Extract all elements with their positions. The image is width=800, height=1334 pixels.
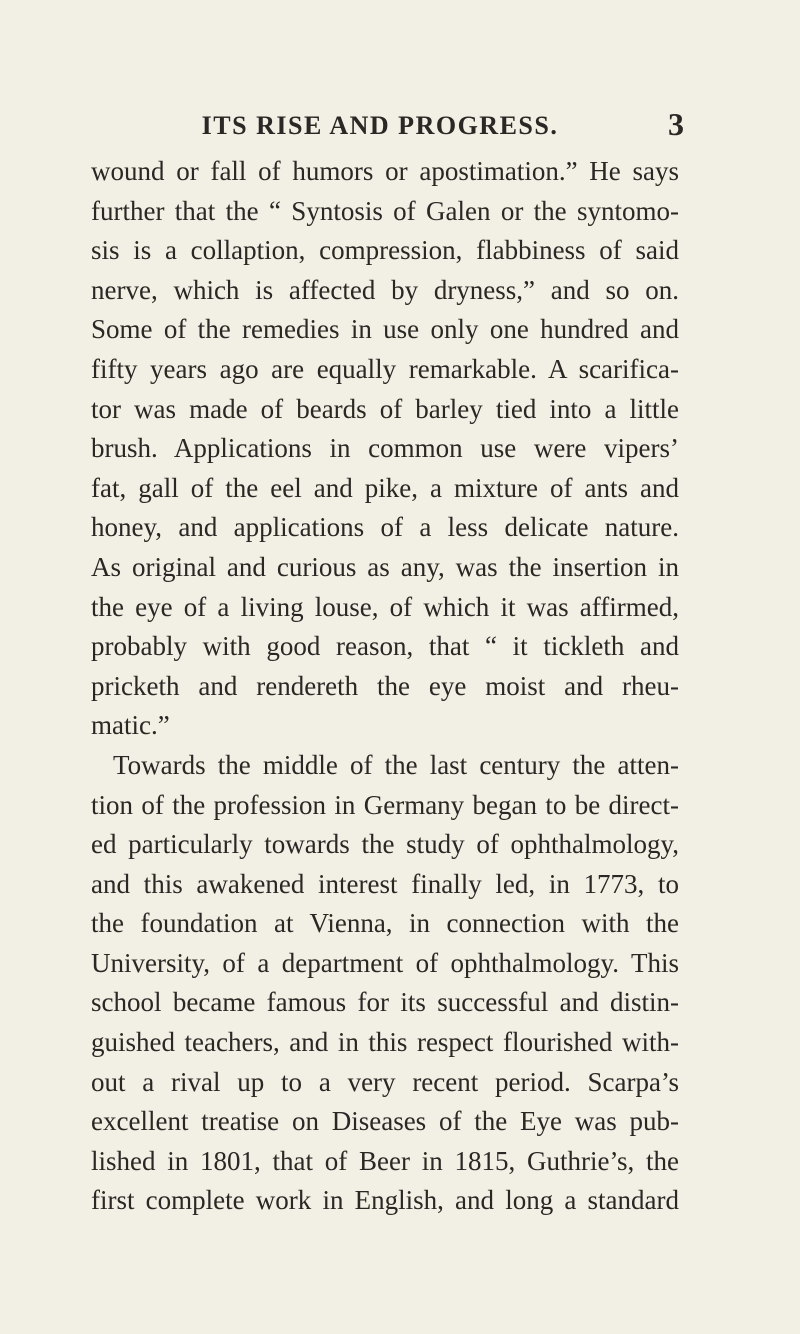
- text-line: and this awakened interest finally led, in 1773, to: [91, 868, 679, 899]
- paragraph-1: [91, 152, 679, 746]
- text-line: out a rival up to a very recent period. Scarpa’s: [91, 1066, 679, 1097]
- text-line: further that the “ Syntosis of Galen or the syntomo-: [91, 195, 679, 226]
- text-line: As original and curious as any, was the insertion in: [91, 551, 679, 582]
- text-line: pricketh and rendereth the eye moist and rheu-: [91, 670, 679, 701]
- text-line: lished in 1801, that of Beer in 1815, Guthrie’s, the: [91, 1145, 679, 1176]
- text-line: ed particularly towards the study of ophthalmology,: [91, 829, 679, 860]
- paragraph-2: [91, 746, 679, 1221]
- text-line: tor was made of beards of barley tied into a little: [91, 393, 679, 424]
- running-head: [80, 106, 684, 144]
- text-line: wound or fall of humors or apostimation.” He says: [91, 156, 679, 186]
- text-line: matic.”: [91, 710, 170, 741]
- text-line: the eye of a living louse, of which it was affirmed,: [91, 591, 679, 622]
- page-number: 3: [668, 106, 684, 142]
- text-line: probably with good reason, that “ it tickleth and: [91, 631, 679, 662]
- text-line: nerve, which is affected by dryness,” and so on.: [91, 274, 679, 305]
- text-line: Some of the remedies in use only one hundred and: [91, 314, 679, 345]
- text-line: tion of the profession in Germany began to be direct-: [91, 789, 679, 820]
- text-line: school became famous for its successful and distin-: [91, 987, 679, 1018]
- text-line: fat, gall of the eel and pike, a mixture of ants and: [91, 472, 679, 503]
- text-line: University, of a department of ophthalmology. This: [91, 947, 679, 978]
- text-line: first complete work in English, and long a standard: [91, 1185, 679, 1216]
- text-line: fifty years ago are equally remarkable. A scarifica-: [91, 353, 679, 384]
- text-line: brush. Applications in common use were vipers’: [91, 433, 679, 464]
- body-text: [91, 152, 679, 1221]
- text-line: the foundation at Vienna, in connection with the: [91, 908, 679, 939]
- text-line: excellent treatise on Diseases of the Eye was pub-: [91, 1106, 679, 1137]
- text-line: sis is a collaption, compression, flabbiness of said: [91, 235, 679, 266]
- text-line: honey, and applications of a less delicate nature.: [91, 512, 679, 543]
- text-line: Towards the middle of the last century the atten-: [113, 749, 679, 780]
- text-line: guished teachers, and in this respect flourished with-: [91, 1027, 679, 1058]
- running-title: ITS RISE AND PROGRESS.: [201, 111, 559, 140]
